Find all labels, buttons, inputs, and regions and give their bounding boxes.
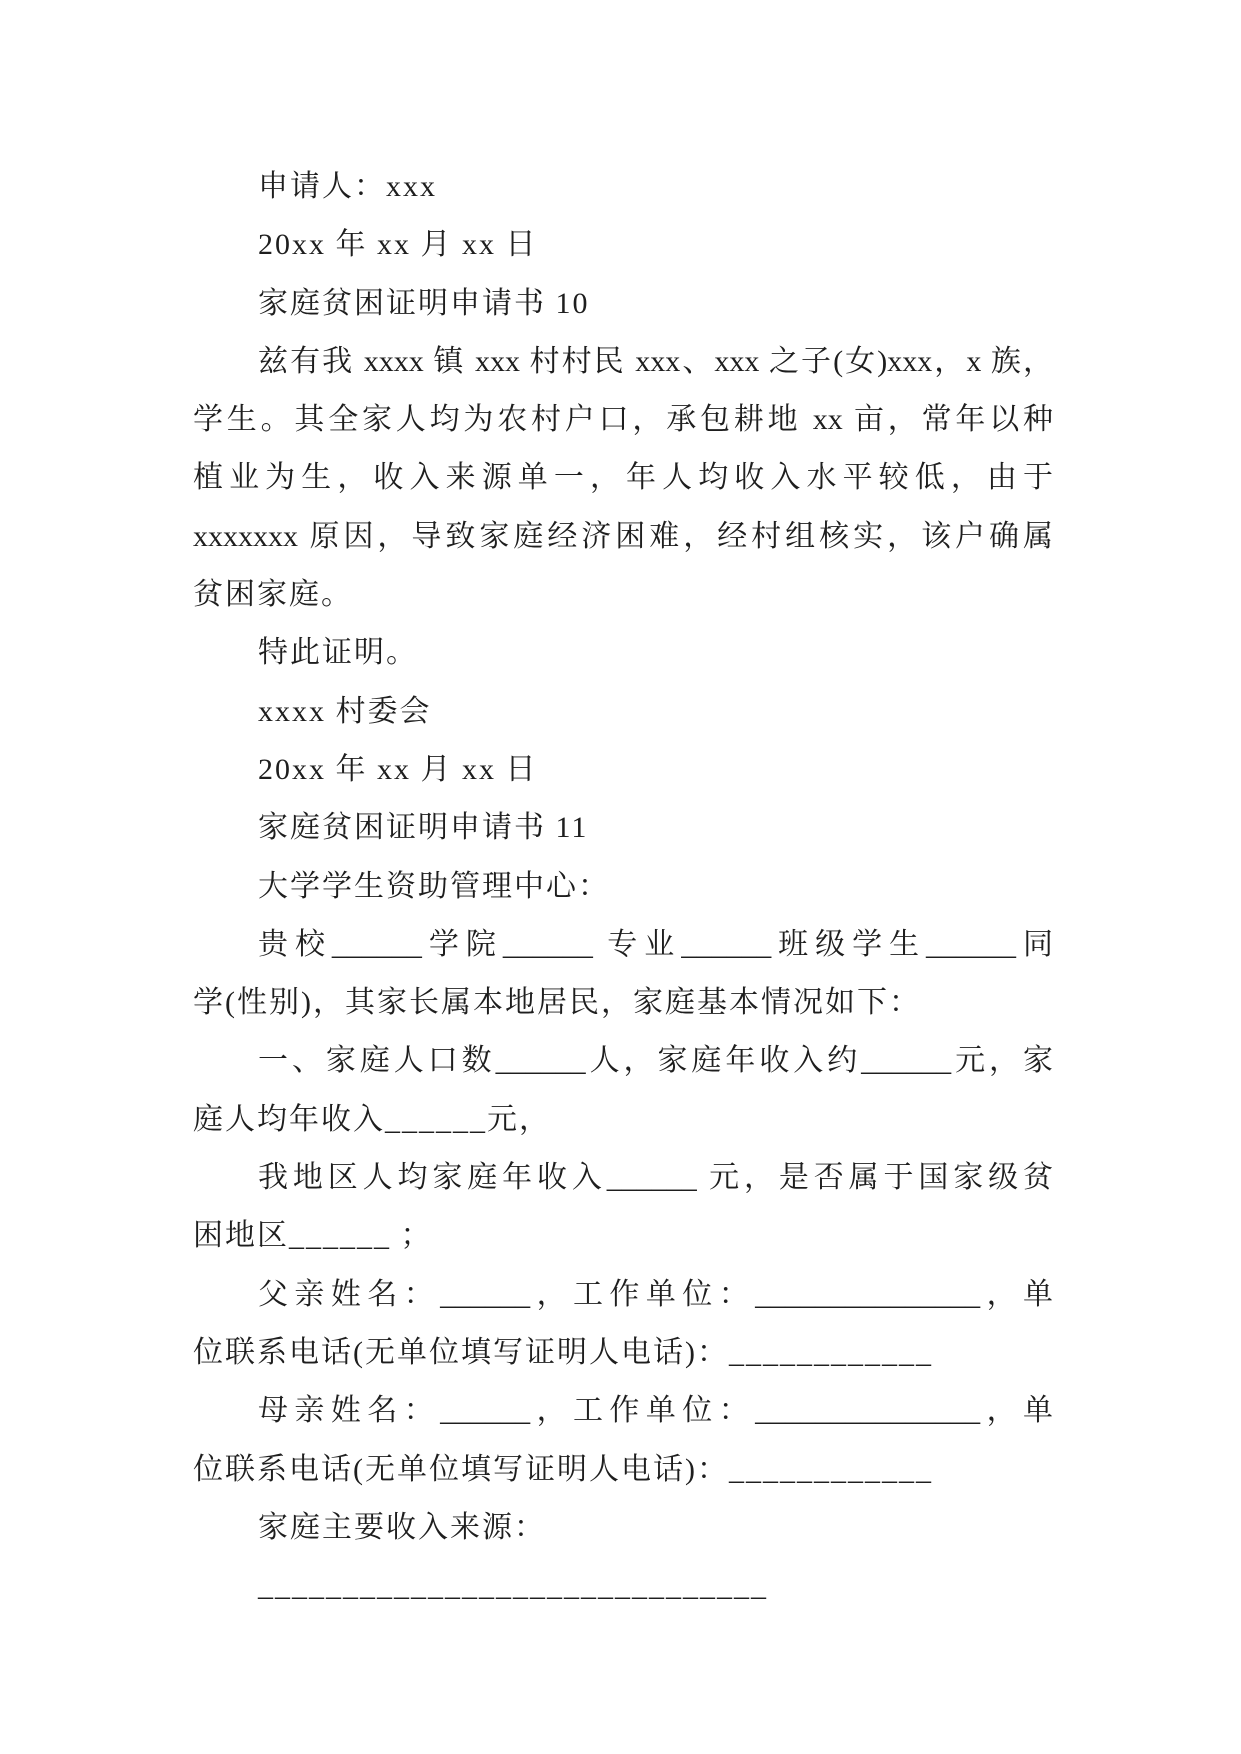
letter-10-body-line: 植业为生，收入来源单一，年人均收入水平较低，由于 [193, 461, 1053, 495]
letter-10-body-line: 贫困家庭。 [193, 578, 353, 612]
letter-11-body-line: 贵校______学院______ 专业______班级学生______同 [258, 927, 1053, 961]
letter-11-body-line: 庭人均年收入______元， [193, 1102, 551, 1136]
letter-10-closing: 特此证明。 [258, 636, 418, 670]
letter-10-body-line: 兹有我 xxxx 镇 xxx 村村民 xxx、xxx 之子(女)xxx，x 族， [258, 344, 1053, 378]
income-source-line: 家庭主要收入来源：______________________________ [258, 1510, 768, 1603]
letter-10-issuer: xxxx 村委会 [258, 694, 432, 728]
applicant-line: 申请人：xxx [258, 170, 437, 203]
father-phone-line: 位联系电话(无单位填写证明人电话)：____________ [193, 1335, 933, 1369]
letter-10-title: 家庭贫困证明申请书 10 [258, 286, 590, 320]
document-body [193, 158, 1053, 1603]
letter-10-date: 20xx 年 xx 月 xx 日 [258, 752, 538, 786]
letter-11-addressee: 大学学生资助管理中心： [258, 869, 610, 903]
letter-11-body-line: 学(性别)，其家长属本地居民，家庭基本情况如下： [193, 986, 921, 1020]
mother-phone-line: 位联系电话(无单位填写证明人电话)：____________ [193, 1452, 933, 1486]
letter-10-body-line: xxxxxxx 原因，导致家庭经济困难，经村组核实，该户确属 [193, 519, 1053, 553]
father-info-line: 父亲姓名：______，工作单位：_______________，单 [258, 1277, 1053, 1311]
letter-11-body-line: 我地区人均家庭年收入______ 元，是否属于国家级贫 [258, 1161, 1053, 1195]
mother-info-line: 母亲姓名：______，工作单位：_______________，单 [258, 1394, 1053, 1428]
letter-11-body-line: 困地区______ ； [193, 1219, 433, 1253]
letter-10-body-line: 学生。其全家人均为农村户口，承包耕地 xx 亩，常年以种 [193, 403, 1053, 437]
letter-11-title: 家庭贫困证明申请书 11 [258, 811, 589, 845]
letter-11-body-line: 一、家庭人口数______人，家庭年收入约______元，家 [258, 1044, 1053, 1078]
signature-date-line: 20xx 年 xx 月 xx 日 [258, 228, 538, 262]
